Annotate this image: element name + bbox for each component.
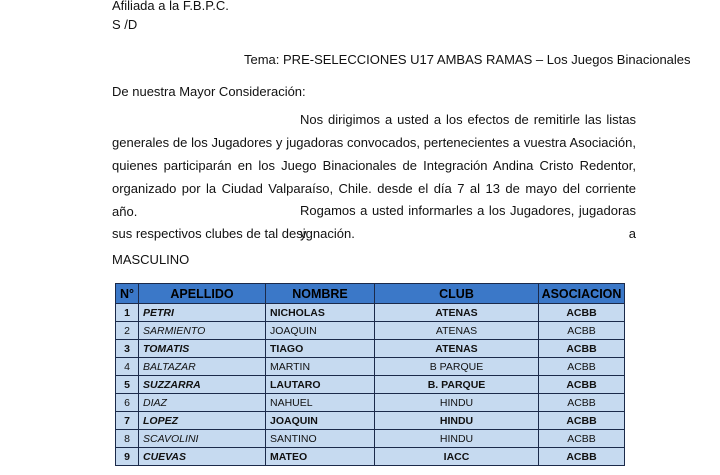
roster-table (115, 283, 625, 466)
row-nombre: MARTIN (266, 358, 375, 376)
row-nombre: JOAQUIN (266, 412, 375, 430)
row-asociacion: ACBB (539, 340, 625, 358)
row-asociacion: ACBB (539, 358, 625, 376)
header-nombre: NOMBRE (266, 284, 375, 304)
row-apellido: BALTAZAR (139, 358, 266, 376)
body-paragraph-1 (112, 108, 636, 219)
row-club: ATENAS (375, 340, 539, 358)
row-nombre: TIAGO (266, 340, 375, 358)
row-number: 1 (116, 304, 139, 322)
row-number: 3 (116, 340, 139, 358)
row-nombre: NAHUEL (266, 394, 375, 412)
row-nombre: NICHOLAS (266, 304, 375, 322)
greeting: De nuestra Mayor Consideración: (112, 84, 306, 99)
section-label: MASCULINO (112, 252, 190, 267)
row-asociacion: ACBB (539, 376, 625, 394)
table-row (116, 394, 625, 412)
row-apellido: CUEVAS (139, 448, 266, 466)
row-club: HINDU (375, 430, 539, 448)
row-nombre: SANTINO (266, 430, 375, 448)
header-apellido: APELLIDO (139, 284, 266, 304)
row-apellido: SARMIENTO (139, 322, 266, 340)
row-club: HINDU (375, 394, 539, 412)
row-asociacion: ACBB (539, 448, 625, 466)
row-nombre: MATEO (266, 448, 375, 466)
paragraph-1-line: organizado por la Ciudad Valparaíso, Chile. desde el día 7 al 13 de mayo del corriente año. (112, 181, 636, 219)
roster-body (116, 304, 625, 466)
row-club: ATENAS (375, 304, 539, 322)
row-club: B. PARQUE (375, 376, 539, 394)
table-row (116, 340, 625, 358)
affiliation-line: Afiliada a la F.B.P.C. (112, 0, 229, 13)
row-number: 6 (116, 394, 139, 412)
table-row (116, 448, 625, 466)
row-number: 4 (116, 358, 139, 376)
row-apellido: PETRI (139, 304, 266, 322)
row-asociacion: ACBB (539, 322, 625, 340)
header-asociacion: ASOCIACION (539, 284, 625, 304)
table-header-row (116, 284, 625, 304)
paragraph-1-line: quienes participarán en los Juego Binacionales de Integración Andina Cristo Redentor, (112, 158, 636, 173)
table-row (116, 430, 625, 448)
header-num: N° (116, 284, 139, 304)
sd-line: S /D (112, 17, 138, 32)
row-club: IACC (375, 448, 539, 466)
row-asociacion: ACBB (539, 394, 625, 412)
row-club: ATENAS (375, 322, 539, 340)
header-club: CLUB (375, 284, 539, 304)
row-nombre: JOAQUIN (266, 322, 375, 340)
paragraph-2-line: sus respectivos clubes de tal designación. (112, 226, 355, 241)
paragraph-1-line: Nos dirigimos a usted a los efectos de remitirle las listas (300, 112, 636, 127)
table-row (116, 322, 625, 340)
row-apellido: SCAVOLINI (139, 430, 266, 448)
row-nombre: LAUTARO (266, 376, 375, 394)
paragraph-2-line: Rogamos a usted informarles a los Jugadores, jugadoras y a (300, 203, 636, 241)
row-asociacion: ACBB (539, 304, 625, 322)
row-club: B PARQUE (375, 358, 539, 376)
body-paragraph-2 (112, 199, 636, 245)
row-club: HINDU (375, 412, 539, 430)
table-row (116, 376, 625, 394)
row-number: 2 (116, 322, 139, 340)
row-asociacion: ACBB (539, 430, 625, 448)
table-row (116, 304, 625, 322)
row-asociacion: ACBB (539, 412, 625, 430)
row-number: 7 (116, 412, 139, 430)
row-number: 9 (116, 448, 139, 466)
row-apellido: LOPEZ (139, 412, 266, 430)
row-number: 8 (116, 430, 139, 448)
row-number: 5 (116, 376, 139, 394)
row-apellido: SUZZARRA (139, 376, 266, 394)
subject-line: Tema: PRE-SELECCIONES U17 AMBAS RAMAS – Los Juegos Binacionales (244, 52, 691, 67)
row-apellido: TOMATIS (139, 340, 266, 358)
row-apellido: DIAZ (139, 394, 266, 412)
paragraph-1-line: generales de los Jugadores y jugadoras convocados, pertenecientes a vuestra Asociación, (112, 135, 636, 150)
table-row (116, 358, 625, 376)
table-row (116, 412, 625, 430)
